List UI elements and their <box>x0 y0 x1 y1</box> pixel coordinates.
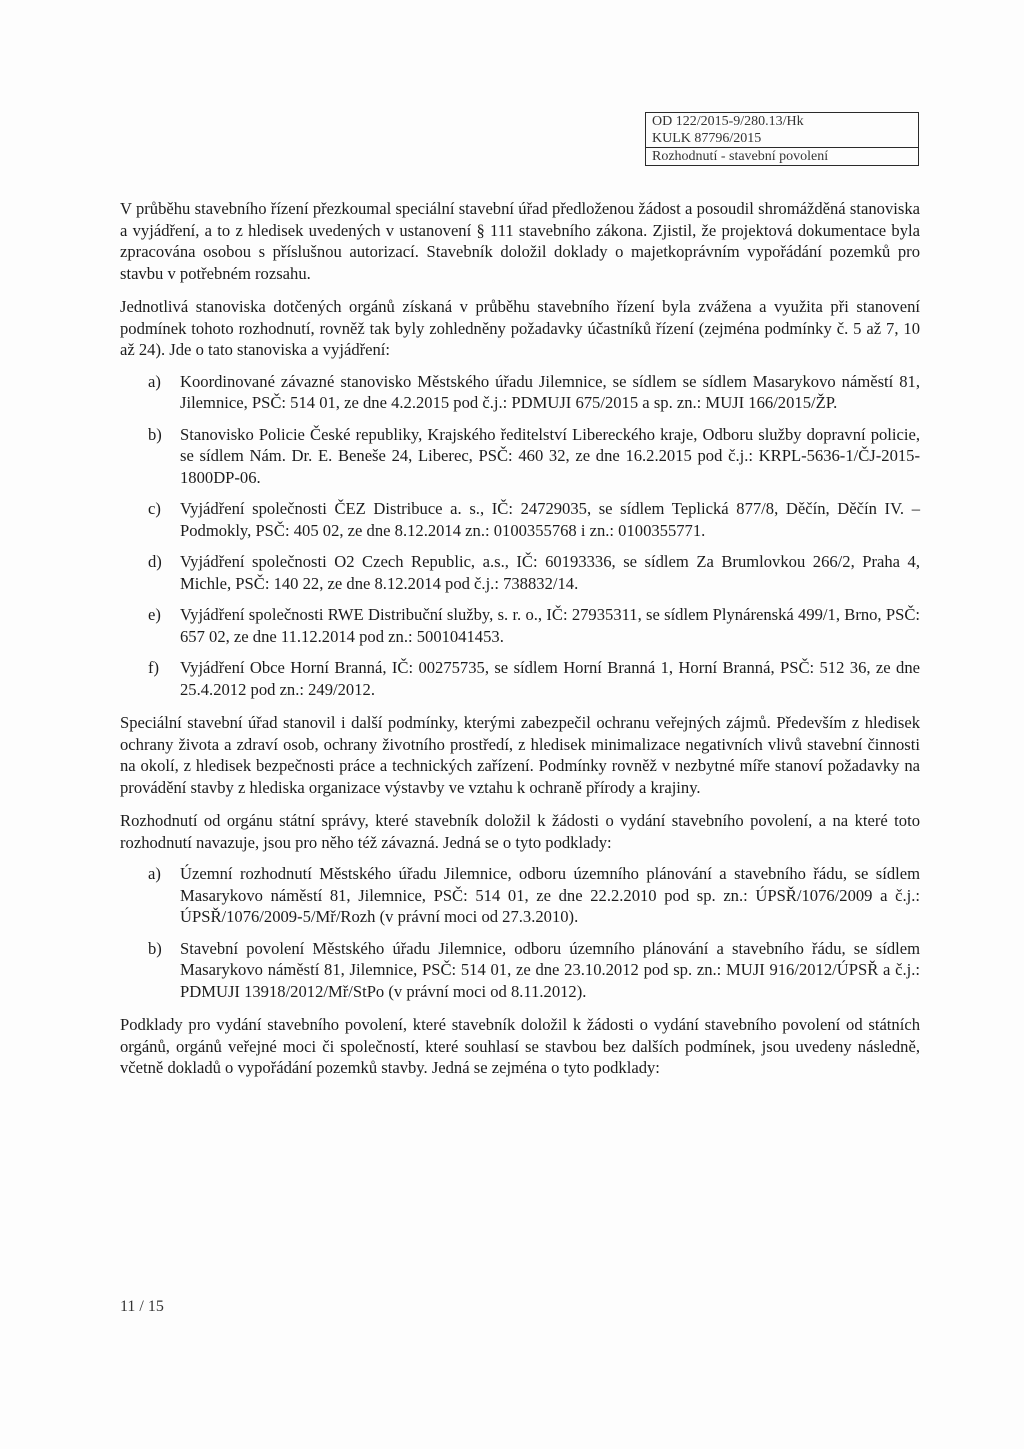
list-marker: c) <box>148 499 161 518</box>
list-marker: d) <box>148 552 162 571</box>
list-item-text: Vyjádření Obce Horní Branná, IČ: 00275735, se sídlem Horní Branná 1, Horní Branná, PSČ: 512 36, ze dne 25.4.2012 pod zn.: 249/2012. <box>180 658 920 699</box>
reference-number: OD 122/2015-9/280.13/Hk <box>652 114 804 129</box>
paragraph-opinions-intro: Jednotlivá stanoviska dotčených orgánů získaná v průběhu stavebního řízení byla zvážena a využita při stanovení podmínek tohoto rozhodnutí, rovněž tak byly zohledněny požadavky účastníků řízení (zejména podmínky č. 5 až 7, 10 až 24). Jde o tato stanoviska a vyjádření: <box>120 297 920 359</box>
document-body <box>120 198 920 1091</box>
paragraph-conditions: Speciální stavební úřad stanovil i další podmínky, kterými zabezpečil ochranu veřejných zájmů. Především z hledisek ochrany života a zdraví osob, ochrany životního prostředí, z hledisek minimalizace negativních vlivů stavební činnosti na okolí, z hledisek bezpečnosti práce a technických zařízení. Podmínky rovněž v nezbytné míře stanoví požadavky na provádění stavby z hlediska organizace výstavby ve vztahu k ochraně přírody a krajiny. <box>120 713 920 797</box>
list-item <box>120 863 920 928</box>
list-item-text: Vyjádření společnosti O2 Czech Republic, a.s., IČ: 60193336, se sídlem Za Brumlovkou 266/2, Praha 4, Michle, PSČ: 140 22, ze dne 8.12.2014 pod č.j.: 738832/14. <box>180 552 920 593</box>
list-marker: a) <box>148 371 161 391</box>
list-item-text: Koordinované závazné stanovisko Městského úřadu Jilemnice, se sídlem se sídlem Masarykovo náměstí 81, Jilemnice, PSČ: 514 01, ze dne 4.2.2015 pod č.j.: PDMUJI 675/2015 a sp. zn.: MUJI 166/2015/ŽP. <box>180 371 920 412</box>
list-marker: e) <box>148 605 161 624</box>
list-item <box>120 424 920 489</box>
document-type: Rozhodnutí - stavební povolení <box>646 147 918 165</box>
list-marker: f) <box>148 658 160 677</box>
paragraph-review: V průběhu stavebního řízení přezkoumal speciální stavební úřad předloženou žádost a posoudil shromážděná stanoviska a vyjádření, a to z hledisek uvedených v ustanovení § 111 stavebního zákona. Zjistil, že projektová dokumentace byla zpracována osobou s příslušnou autorizací. Stavebník doložil doklady o majetkoprávním vypořádání pozemků pro stavbu v potřebném rozsahu. <box>120 199 920 283</box>
list-item-text: Vyjádření společnosti ČEZ Distribuce a. s., IČ: 24729035, se sídlem Teplická 877/8, Děčín, Děčín IV. – Podmokly, PSČ: 405 02, ze dne 8.12.2014 zn.: 0100355768 i zn.: 0100355771. <box>180 499 920 540</box>
list-item <box>120 938 920 1003</box>
list-marker: a) <box>148 864 161 883</box>
list-item <box>120 604 920 647</box>
list-item-text: Vyjádření společnosti RWE Distribuční služby, s. r. o., IČ: 27935311, se sídlem Plynárenská 499/1, Brno, PSČ: 657 02, ze dne 11.12.2014 pod zn.: 5001041453. <box>180 605 920 646</box>
file-number: KULK 87796/2015 <box>652 131 762 146</box>
list-item <box>120 657 920 700</box>
opinions-list <box>120 371 920 701</box>
list-marker: b) <box>148 938 162 958</box>
decisions-list <box>120 863 920 1002</box>
list-item-text: Územní rozhodnutí Městského úřadu Jilemnice, odboru územního plánování a stavebního řádu, se sídlem Masarykovo náměstí 81, Jilemnice, PSČ: 514 01, ze dne 22.2.2010 pod sp. zn.: ÚPSŘ/1076/2009 a č.j.: ÚPSŘ/1076/2009-5/Mř/Rozh (v právní moci od 27.3.2010). <box>180 864 920 926</box>
list-item-text: Stanovisko Policie České republiky, Krajského ředitelství Libereckého kraje, Odboru služby dopravní policie, se sídlem Nám. Dr. E. Beneše 24, Liberec, PSČ: 460 32, ze dne 16.2.2015 pod č.j.: KRPL-5636-1/ČJ-2015-1800DP-06. <box>180 424 920 487</box>
reference-box <box>645 112 919 166</box>
list-item-text: Stavební povolení Městského úřadu Jilemnice, odboru územního plánování a stavebního řádu, se sídlem Masarykovo náměstí 81, Jilemnice, PSČ: 514 01, ze dne 23.10.2012 pod sp. zn.: MUJI 916/2012/ÚPSŘ a č.j.: PDMUJI 13918/2012/Mř/StPo (v právní moci od 8.11.2012). <box>180 938 920 1001</box>
list-marker: b) <box>148 424 162 444</box>
list-item <box>120 551 920 594</box>
list-item <box>120 498 920 541</box>
page-number: 11 / 15 <box>120 1298 164 1315</box>
paragraph-supporting-documents: Podklady pro vydání stavebního povolení, které stavebník doložil k žádosti o vydání stavebního povolení od státních orgánů, orgánů veřejné moci či společností, které souhlasí se stavbou bez dalších podmínek, jsou uvedeny následně, včetně dokladů o vypořádání pozemků stavby. Jedná se zejména o tyto podklady: <box>120 1015 920 1077</box>
paragraph-binding-decisions: Rozhodnutí od orgánu státní správy, které stavebník doložil k žádosti o vydání stavebního povolení, a na které toto rozhodnutí navazuje, jsou pro něho též závazná. Jedná se o tyto podklady: <box>120 811 920 852</box>
list-item <box>120 371 920 414</box>
